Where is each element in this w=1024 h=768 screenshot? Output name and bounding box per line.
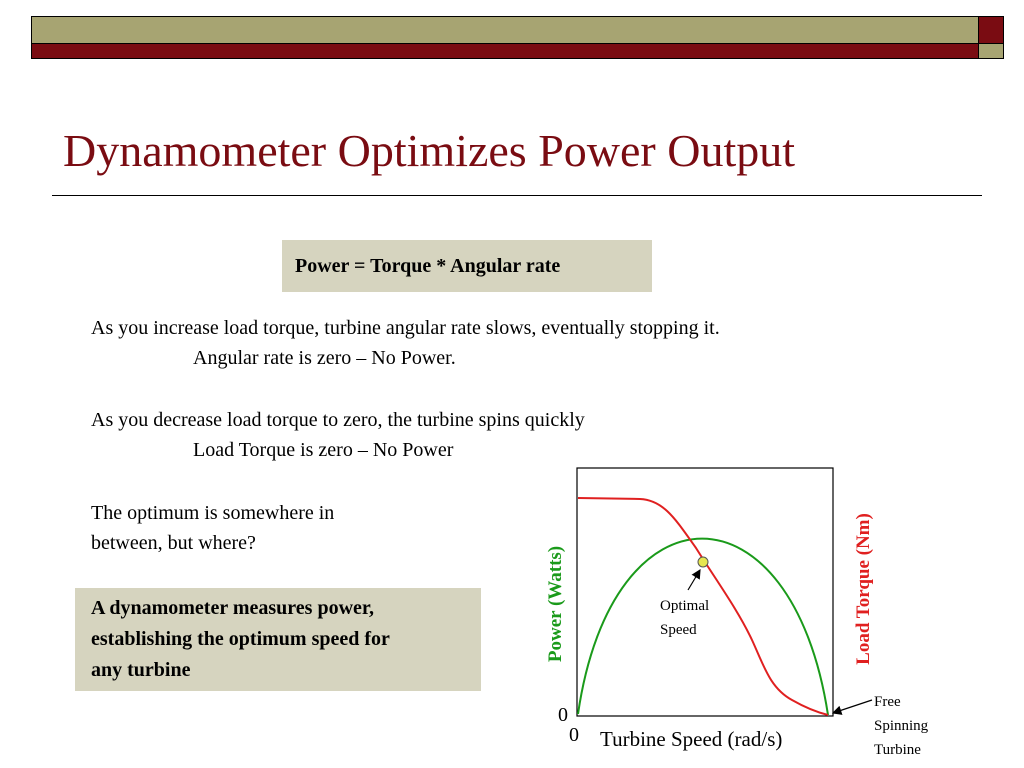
paragraph-line: between, but where? [91,532,256,554]
power-axis-label: Power (Watts) [545,545,566,663]
free-label-line1: Free [874,694,901,710]
paragraph-line-indented: Angular rate is zero – No Power. [193,347,456,369]
note-line: any turbine [91,659,191,681]
x-origin-label: 0 [569,724,579,746]
free-spinning-arrow [833,700,872,713]
paragraph-line: As you increase load torque, turbine angular rate slows, eventually stopping it. [91,317,720,339]
note-line: establishing the optimum speed for [91,628,390,650]
optimal-label-line1: Optimal [660,598,710,614]
optimum-point-marker [698,557,708,567]
free-label-line3: Turbine [874,742,921,758]
formula-text: Power = Torque * Angular rate [295,254,561,277]
optimal-label-line2: Speed [660,622,697,638]
y-origin-label: 0 [558,704,568,726]
torque-axis-label: Load Torque (Nm) [853,513,874,665]
slide-title: Dynamometer Optimizes Power Output [63,125,796,176]
paragraph-line-indented: Load Torque is zero – No Power [193,439,454,461]
x-axis-label: Turbine Speed (rad/s) [600,727,783,751]
paragraph-line: As you decrease load torque to zero, the turbine spins quickly [91,409,585,431]
note-line: A dynamometer measures power, [91,597,374,619]
paragraph-line: The optimum is somewhere in [91,502,335,524]
plot-frame [577,468,833,716]
free-label-line2: Spinning [874,718,929,734]
